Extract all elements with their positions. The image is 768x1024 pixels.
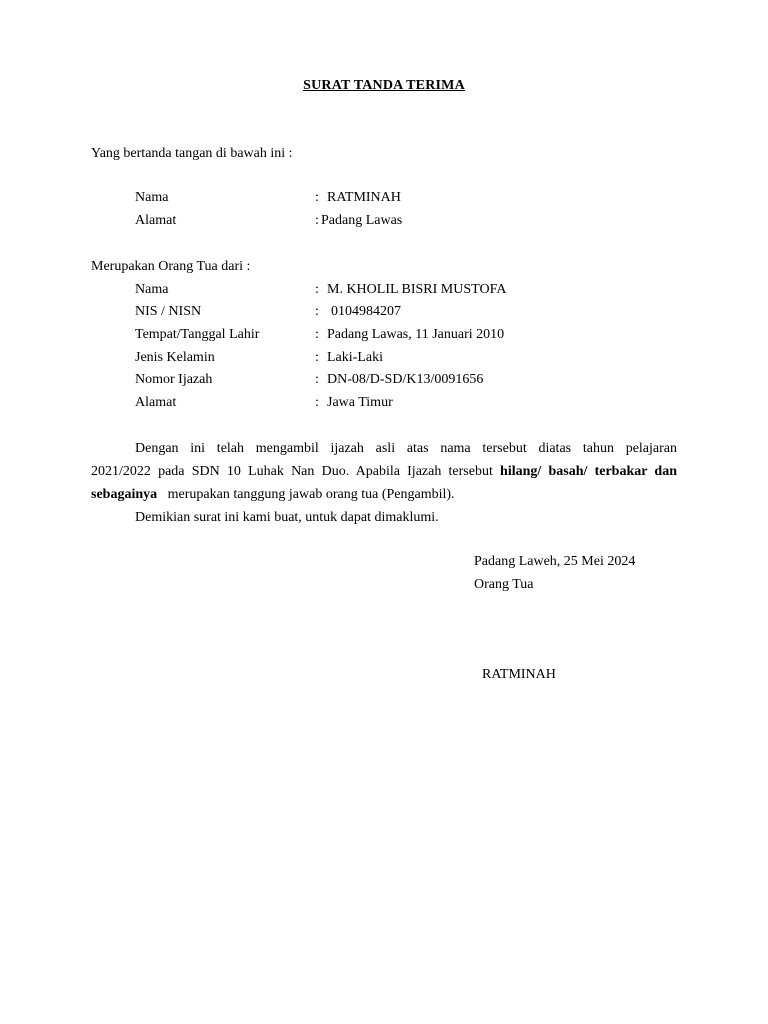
signer-name-colon: :	[315, 190, 319, 205]
body-paragraph	[91, 437, 677, 529]
body-line-1-text: Dengan ini telah mengambil ijazah asli atas nama tersebut diatas tahun pelajaran	[135, 441, 677, 456]
student-nisn-row	[135, 303, 695, 321]
body-line-1	[91, 437, 677, 460]
body-line-4	[91, 506, 677, 529]
student-gender-value: Laki-Laki	[327, 350, 383, 365]
student-certificate-row	[135, 371, 695, 389]
closing-text: Demikian surat ini kami buat, untuk dapat dimaklumi.	[135, 510, 439, 525]
body-line-2-bold: hilang/ basah/ terbakar dan	[500, 464, 677, 479]
student-address-colon: :	[315, 395, 319, 410]
student-address-value: Jawa Timur	[327, 395, 393, 410]
student-birth-row	[135, 326, 695, 344]
body-line-2-text: 2021/2022 pada SDN 10 Luhak Nan Duo. Apabila Ijazah tersebut	[91, 464, 493, 479]
signature-place-date: Padang Laweh, 25 Mei 2024	[474, 554, 636, 569]
body-line-3-bold: sebagainya	[91, 487, 158, 502]
student-address-label: Alamat	[135, 395, 177, 410]
student-name-label: Nama	[135, 282, 169, 297]
student-nisn-label: NIS / NISN	[135, 304, 202, 319]
student-certificate-label: Nomor Ijazah	[135, 372, 213, 387]
student-gender-row	[135, 349, 695, 367]
signer-address-row	[135, 212, 695, 230]
student-birth-colon: :	[315, 327, 319, 342]
student-nisn-colon: :	[315, 304, 319, 319]
student-name-colon: :	[315, 282, 319, 297]
student-birth-value: Padang Lawas, 11 Januari 2010	[327, 327, 505, 342]
student-address-row	[135, 394, 695, 412]
document-title: SURAT TANDA TERIMA	[303, 78, 465, 93]
student-gender-label: Jenis Kelamin	[135, 350, 215, 365]
student-name-row	[135, 281, 695, 299]
body-line-2	[91, 460, 677, 483]
student-nisn-value: 0104984207	[331, 304, 401, 319]
student-birth-label: Tempat/Tanggal Lahir	[135, 327, 260, 342]
signer-address-value: Padang Lawas	[321, 213, 403, 228]
student-gender-colon: :	[315, 350, 319, 365]
parent-intro-text: Merupakan Orang Tua dari :	[91, 259, 251, 274]
signer-address-colon: :	[315, 213, 319, 228]
signer-name-value: RATMINAH	[327, 190, 401, 205]
signer-name-label: Nama	[135, 190, 169, 205]
body-line-3	[91, 483, 677, 506]
signature-role: Orang Tua	[474, 577, 534, 592]
signature-name: RATMINAH	[482, 667, 556, 682]
student-certificate-colon: :	[315, 372, 319, 387]
body-line-3-text: merupakan tanggung jawab orang tua (Pengambil).	[167, 487, 455, 502]
signer-address-label: Alamat	[135, 213, 177, 228]
student-name-value: M. KHOLIL BISRI MUSTOFA	[327, 282, 507, 297]
intro-text: Yang bertanda tangan di bawah ini :	[91, 146, 293, 161]
student-certificate-value: DN-08/D-SD/K13/0091656	[327, 372, 484, 387]
signer-name-row	[135, 189, 695, 207]
